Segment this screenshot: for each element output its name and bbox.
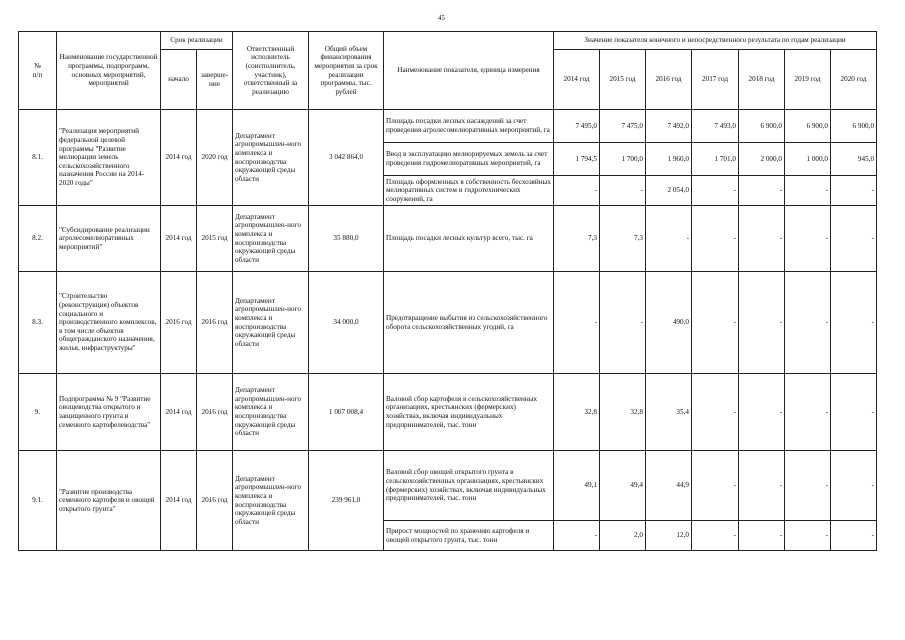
value-cell: 6 900,0 — [785, 110, 831, 143]
value-cell: - — [785, 206, 831, 272]
row-start: 2014 год — [161, 374, 197, 451]
indicator-text: Прирост мощностей по хранению картофеля и овощей открытого грунта, тыс. тонн — [384, 521, 554, 551]
value-cell: - — [554, 521, 600, 551]
row-funding: 239 961,0 — [309, 451, 384, 551]
value-cell: - — [692, 272, 739, 374]
row-funding: 3 042 864,0 — [309, 110, 384, 206]
row-num: 8.1. — [19, 110, 57, 206]
row-executor: Департамент агропромышлен-ного комплекса и воспроизводства окружающей среды области — [233, 206, 309, 272]
value-cell: - — [831, 521, 877, 551]
value-cell: - — [785, 176, 831, 206]
value-cell: - — [739, 451, 785, 521]
header-funding: Общий объем финансирования мероприятия за срок реализации программы, тыс. рублей — [309, 32, 384, 110]
row-end: 2016 год — [197, 374, 233, 451]
header-year-2017: 2017 год — [692, 50, 739, 110]
value-cell: - — [785, 374, 831, 451]
value-cell: - — [692, 451, 739, 521]
value-cell: 7 492,0 — [646, 110, 692, 143]
value-cell: - — [739, 521, 785, 551]
value-cell: - — [739, 272, 785, 374]
header-name: Наименование государственной программы, подпрограмм, основных мероприятий, мероприятий — [57, 32, 161, 110]
row-name: "Развитие производства семенного картофеля и овощей открытого грунта" — [57, 451, 161, 551]
row-num: 8.2. — [19, 206, 57, 272]
row-funding: 34 000,0 — [309, 272, 384, 374]
header-year-2019: 2019 год — [785, 50, 831, 110]
value-cell: 7,3 — [554, 206, 600, 272]
table-row — [19, 110, 877, 143]
value-cell: - — [831, 374, 877, 451]
value-cell: - — [831, 176, 877, 206]
header-year-2018: 2018 год — [739, 50, 785, 110]
row-name: "Реализация мероприятий федеральной целевой программы "Развитие мелиорации земель сельскохозяйственного назначения России на 2014-2020 годы" — [57, 110, 161, 206]
header-year-2014: 2014 год — [554, 50, 600, 110]
row-executor: Департамент агропромышлен-ного комплекса и воспроизводства окружающей среды области — [233, 451, 309, 551]
value-cell: 490,0 — [646, 272, 692, 374]
row-name: "Субсидирование реализации агролесомелиоративных мероприятий" — [57, 206, 161, 272]
value-cell: - — [831, 451, 877, 521]
header-executor: Ответственный исполнитель (соисполнитель, участник), ответственный за реализацию — [233, 32, 309, 110]
value-cell: - — [785, 272, 831, 374]
subprogram-name: Подпрограмма № 9 "Развитие овощеводства открытого и защищенного грунта и семенного картофелеводства" — [57, 374, 161, 451]
value-cell: - — [554, 176, 600, 206]
indicator-text: Площадь посадки лесных культур всего, тыс. га — [384, 206, 554, 272]
value-cell: - — [692, 206, 739, 272]
indicator-text: Валовой сбор овощей открытого грунта в сельскохозяйственных организациях, крестьянских (фермерских) хозяйствах, включая индивидуальных предпринимателей, тыс. тонн — [384, 451, 554, 521]
header-num: № п/п — [19, 32, 57, 110]
row-executor: Департамент агропромышлен-ного комплекса и воспроизводства окружающей среды области — [233, 110, 309, 206]
value-cell: - — [554, 272, 600, 374]
indicator-text: Ввод в эксплуатацию мелиорируемых земель за счет проведения гидромелиоративных мероприятий, га — [384, 143, 554, 176]
value-cell: - — [739, 176, 785, 206]
row-end: 2016 год — [197, 451, 233, 551]
header-indicator: Наименование показателя, единица измерения — [384, 32, 554, 110]
value-cell: 35,4 — [646, 374, 692, 451]
row-num: 8.3. — [19, 272, 57, 374]
value-cell: - — [831, 206, 877, 272]
table-row — [19, 451, 877, 521]
value-cell: - — [785, 451, 831, 521]
header-year-2015: 2015 год — [600, 50, 646, 110]
value-cell: 32,8 — [600, 374, 646, 451]
value-cell: 1 700,0 — [600, 143, 646, 176]
value-cell: 945,0 — [831, 143, 877, 176]
value-cell: 2,0 — [600, 521, 646, 551]
value-cell: 1 960,0 — [646, 143, 692, 176]
row-name: "Строительство (реконструкция) объектов социального и производственного комплексов, в том числе объектов общегражданского назначения, жилья, инфраструктуры" — [57, 272, 161, 374]
value-cell: - — [692, 176, 739, 206]
value-cell: 7,3 — [600, 206, 646, 272]
row-end: 2016 год — [197, 272, 233, 374]
row-executor: Департамент агропромышлен-ного комплекса и воспроизводства окружающей среды области — [233, 272, 309, 374]
value-cell: - — [739, 206, 785, 272]
value-cell: - — [646, 206, 692, 272]
header-end: заверше- ние — [197, 50, 233, 110]
row-start: 2014 год — [161, 451, 197, 551]
table-row — [19, 374, 877, 451]
row-start: 2014 год — [161, 206, 197, 272]
value-cell: - — [600, 272, 646, 374]
value-cell: 1 000,0 — [785, 143, 831, 176]
value-cell: - — [600, 176, 646, 206]
header-start: начало — [161, 50, 197, 110]
value-cell: - — [692, 521, 739, 551]
header-period: Срок реализации — [161, 32, 233, 50]
program-indicators-table — [18, 31, 877, 551]
row-num: 9. — [19, 374, 57, 451]
value-cell: 2 054,0 — [646, 176, 692, 206]
value-cell: 7 475,0 — [600, 110, 646, 143]
row-funding: 1 007 008,4 — [309, 374, 384, 451]
table-row — [19, 206, 877, 272]
value-cell: 7 493,0 — [692, 110, 739, 143]
row-funding: 35 880,0 — [309, 206, 384, 272]
value-cell: 6 900,0 — [739, 110, 785, 143]
value-cell: 49,4 — [600, 451, 646, 521]
header-values-title: Значение показателя конечного и непосредственного результата по годам реализации — [554, 32, 877, 50]
value-cell: - — [831, 272, 877, 374]
indicator-text: Предотвращение выбытия из сельскохозяйственного оборота сельскохозяйственных угодий, га — [384, 272, 554, 374]
value-cell: 12,0 — [646, 521, 692, 551]
indicator-text: Площадь посадки лесных насаждений за счет проведения агролесомелиоративных мероприятий, га — [384, 110, 554, 143]
value-cell: - — [739, 374, 785, 451]
indicator-text: Валовой сбор картофеля в сельскохозяйственных организациях, крестьянских (фермерских) хозяйствах, включая индивидуальных предпринимателей, тыс. тонн — [384, 374, 554, 451]
page-number: 45 — [438, 14, 445, 22]
row-end: 2015 год — [197, 206, 233, 272]
value-cell: 32,8 — [554, 374, 600, 451]
header-year-2020: 2020 год — [831, 50, 877, 110]
value-cell: 7 495,0 — [554, 110, 600, 143]
value-cell: - — [785, 521, 831, 551]
value-cell: 1 794,5 — [554, 143, 600, 176]
row-end: 2020 год — [197, 110, 233, 206]
value-cell: 2 000,0 — [739, 143, 785, 176]
header-year-2016: 2016 год — [646, 50, 692, 110]
value-cell: - — [692, 374, 739, 451]
row-start: 2014 год — [161, 110, 197, 206]
value-cell: 1 701,0 — [692, 143, 739, 176]
row-num: 9.1. — [19, 451, 57, 551]
indicator-text: Площадь оформленных в собственность бесхозяйных мелиоративных систем и гидротехнических сооружений, га — [384, 176, 554, 206]
row-executor: Департамент агропромышлен-ного комплекса и воспроизводства окружающей среды области — [233, 374, 309, 451]
value-cell: 49,1 — [554, 451, 600, 521]
table-row — [19, 272, 877, 374]
row-start: 2016 год — [161, 272, 197, 374]
value-cell: 6 900,0 — [831, 110, 877, 143]
value-cell: 44,9 — [646, 451, 692, 521]
